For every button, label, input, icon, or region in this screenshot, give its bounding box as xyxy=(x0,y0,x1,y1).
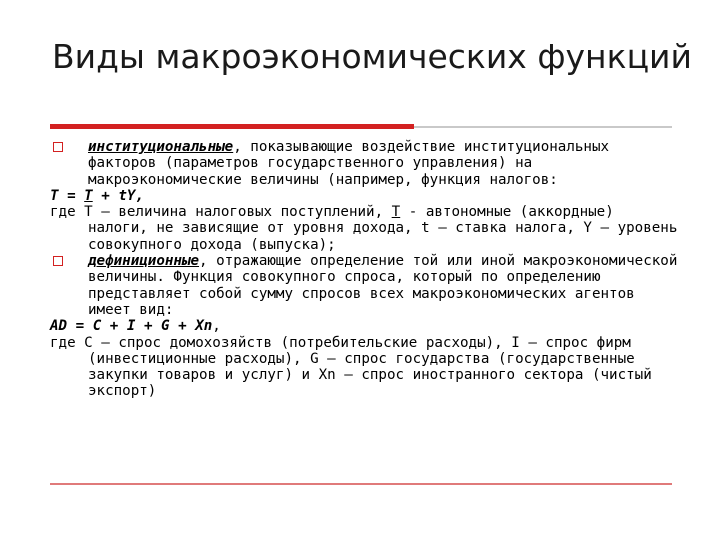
bullet-institutional xyxy=(50,139,680,188)
formula-lhs: T = xyxy=(50,187,85,204)
formula-autonomous-term: T xyxy=(84,187,93,204)
title-divider-accent xyxy=(50,124,414,129)
formula-tail: , xyxy=(212,318,221,335)
formula-expression: AD = C + I + G + Xn xyxy=(50,318,213,335)
formula-aggregate-demand xyxy=(50,318,680,334)
formula-taxes xyxy=(50,188,680,204)
formula-rhs: + tY, xyxy=(92,187,144,204)
hollow-square-bullet-icon xyxy=(53,256,63,266)
formula-aggregate-demand-explanation: где С – спрос домохозяйств (потребительские расходы), I – спрос фирм (инвестиционные расходы), G – спрос государства (государственные закупки товаров и услуг) и Xn – спрос иностранного сектора (чистый экспорт) xyxy=(50,334,652,400)
formula-taxes-explanation xyxy=(50,204,680,253)
bullet-term: институциональные xyxy=(88,139,234,155)
slide-title: Виды макроэкономических функций xyxy=(52,37,692,76)
bullet-definitional xyxy=(50,253,680,318)
bullet-text: , показывающие воздействие институциональных факторов (параметров государственного управления) на макроэкономические величины (например, функция налогов: xyxy=(88,139,610,188)
footer-divider xyxy=(50,483,672,485)
bullet-term: дефиниционные xyxy=(88,253,200,270)
bullet-text: , отражающие определение той или иной макроэкономической величины. Функция совокупного спроса, который по определению представляет собой сумму спросов всех макроэкономических агентов имеет вид: xyxy=(88,253,678,318)
hollow-square-bullet-icon xyxy=(53,142,63,152)
explanation-part-a: где Т – величина налоговых поступлений, xyxy=(50,204,392,221)
explanation-part-b: - автономные (аккордные) налоги, не зависящие от уровня дохода, t – ставка налога, Y – уровень совокупного дохода (выпуска); xyxy=(88,204,678,253)
slide-body xyxy=(50,139,680,400)
explanation-autonomous-symbol: T xyxy=(391,204,401,221)
